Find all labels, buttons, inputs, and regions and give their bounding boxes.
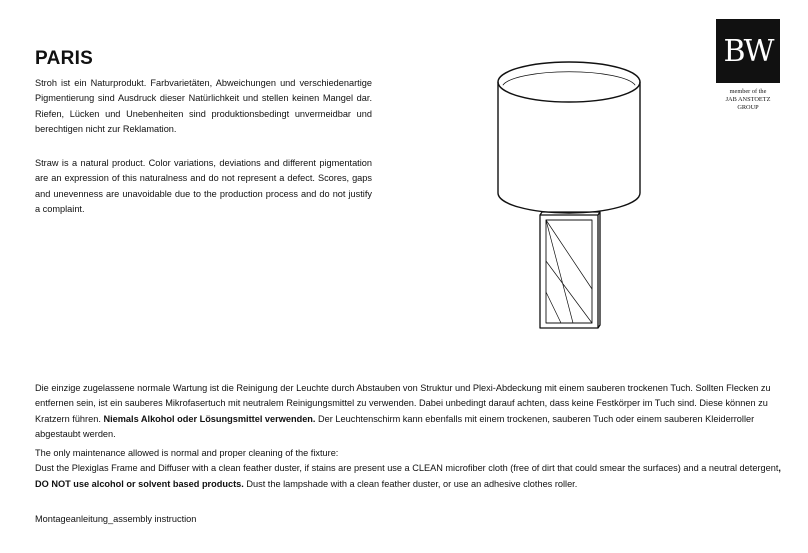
intro-text-english: Straw is a natural product. Color variations, deviations and different pigmentation are an expression of this naturalness and do not represent a defect. Scores, gaps and unevenness are unavoidable due to the production process and do not justify a complaint.: [35, 158, 372, 215]
maintenance-english-part-2: Dust the lampshade with a clean feather duster, or use an adhesive clothes roller.: [243, 478, 578, 489]
intro-text-german: Stroh ist ein Naturprodukt. Farbvarietäten, Abweichungen und verschiedenartige Pigmentierung sind Ausdruck dieser Natürlichkeit und stellen keinen Mangel dar. Riefen, Lücken und Unebenheiten sind produktionsbedingt unvermeidbar und berechtigen nicht zur Reklamation.: [35, 78, 372, 135]
lampshade-top-rim: [498, 62, 640, 102]
maintenance-text-english: [35, 446, 781, 492]
logo-text: BW: [723, 33, 773, 69]
product-title: PARIS: [35, 48, 94, 69]
group-line-1: JAB ANSTOETZ: [725, 96, 771, 104]
maintenance-english-part-1: Dust the Plexiglas Frame and Diffuser with a clean feather duster, if stains are present use a CLEAN microfiber cloth (free of dirt that could smear the surfaces) and a neutral detergent: [35, 463, 779, 474]
maintenance-english-warning: , DO NOT use alcohol or solvent based products.: [35, 463, 781, 489]
maintenance-german-part-1: Die einzige zugelassene normale Wartung ist die Reinigung der Leuchte durch Abstauben von Struktur und Plexi-Abdeckung mit einem sauberen trockenen Tuch. Sollten Flecken zu entfernen sein, ist ein sauberes Mikrofasertuch mit neutralem Reinigungsmittel zu verwenden. Dabei unbedingt darauf achten, dass keine Festkörper im Tuch sind. Diese können zu Kratzern führen.: [35, 383, 771, 424]
bw-logo: [716, 19, 780, 83]
maintenance-english-intro: The only maintenance allowed is normal and proper cleaning of the fixture:: [35, 448, 339, 458]
member-line: member of the: [729, 88, 767, 95]
group-line-2: GROUP: [737, 104, 759, 112]
footer-caption: Montageanleitung_assembly instruction: [35, 514, 197, 524]
lamp-illustration: [490, 60, 650, 335]
maintenance-text-german: [35, 381, 781, 443]
maintenance-german-part-2: Der Leuchtenschirm kann ebenfalls mit einem trockenen, sauberen Tuch oder einem sauberen Kleiderroller abgestaubt werden.: [35, 413, 755, 440]
lampshade-inner-rim: [503, 72, 635, 85]
maintenance-german-warning: Niemals Alkohol oder Lösungsmittel verwenden.: [103, 413, 316, 424]
lamp-base-pattern: [546, 220, 592, 323]
group-membership: [696, 88, 800, 113]
